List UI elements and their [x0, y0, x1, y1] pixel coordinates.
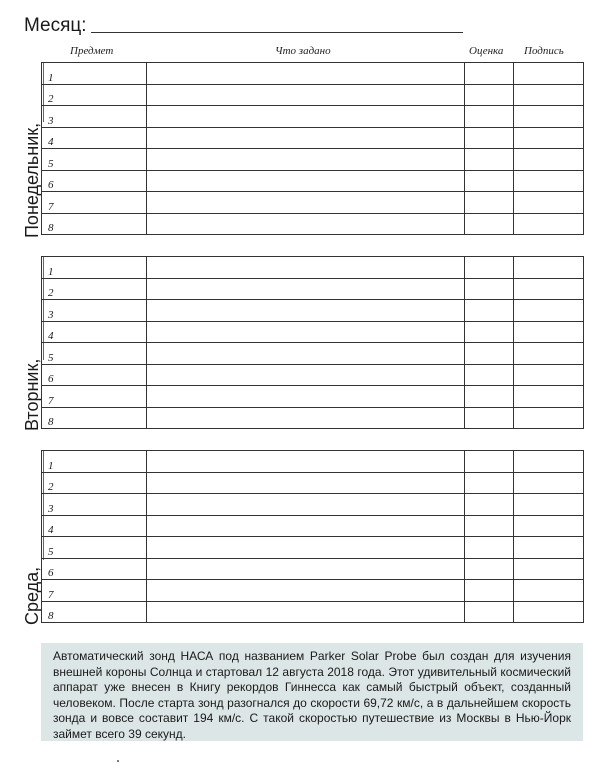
grade-cell[interactable]: [465, 149, 514, 171]
assigned-cell[interactable]: [147, 386, 465, 408]
month-label: Месяц:: [24, 15, 87, 36]
subject-cell[interactable]: [42, 127, 147, 149]
column-header-subject: Предмет: [70, 45, 114, 57]
grade-cell[interactable]: [465, 451, 514, 473]
signature-cell[interactable]: [514, 472, 584, 494]
day-name-monday: Понедельник,: [22, 122, 42, 238]
signature-cell[interactable]: [514, 127, 584, 149]
table-row: [42, 127, 584, 149]
assigned-cell[interactable]: [147, 537, 465, 559]
day-name-wednesday: Среда,: [22, 566, 42, 625]
subject-cell[interactable]: [42, 149, 147, 171]
signature-cell[interactable]: [514, 580, 584, 602]
schedule-table-tuesday: [41, 256, 584, 429]
row-number: 6: [48, 373, 54, 385]
table-row: [42, 472, 584, 494]
row-number: 4: [48, 136, 54, 148]
day-name-tuesday: Вторник,: [22, 358, 42, 431]
assigned-cell[interactable]: [147, 451, 465, 473]
signature-cell[interactable]: [514, 257, 584, 279]
table-row: [42, 149, 584, 171]
row-number: 6: [48, 567, 54, 579]
assigned-cell[interactable]: [147, 84, 465, 106]
row-number: 3: [48, 308, 54, 321]
signature-cell[interactable]: [514, 558, 584, 580]
assigned-cell[interactable]: [147, 364, 465, 386]
column-header-signature: Подпись: [524, 45, 564, 57]
table-row: [42, 364, 584, 386]
subject-cell[interactable]: [42, 213, 147, 235]
grade-cell[interactable]: [465, 364, 514, 386]
table-row: [42, 278, 584, 300]
grade-cell[interactable]: [465, 257, 514, 279]
grade-cell[interactable]: [465, 386, 514, 408]
row-number: 1: [48, 71, 54, 84]
subject-cell[interactable]: [42, 364, 147, 386]
grade-cell[interactable]: [465, 407, 514, 429]
signature-cell[interactable]: [514, 278, 584, 300]
row-number: 7: [48, 200, 54, 213]
table-row: [42, 515, 584, 537]
subject-cell[interactable]: [42, 343, 147, 365]
assigned-cell[interactable]: [147, 170, 465, 192]
subject-cell[interactable]: [42, 192, 147, 214]
row-number: 1: [48, 459, 54, 472]
grade-cell[interactable]: [465, 192, 514, 214]
row-number: 3: [48, 502, 54, 515]
signature-cell[interactable]: [514, 106, 584, 128]
subject-cell[interactable]: [42, 558, 147, 580]
assigned-cell[interactable]: [147, 127, 465, 149]
row-number: 7: [48, 394, 54, 407]
signature-cell[interactable]: [514, 601, 584, 623]
subject-cell[interactable]: [42, 494, 147, 516]
subject-cell[interactable]: [42, 63, 147, 85]
assigned-cell[interactable]: [147, 472, 465, 494]
table-row: [42, 558, 584, 580]
signature-cell[interactable]: [514, 494, 584, 516]
assigned-cell[interactable]: [147, 343, 465, 365]
table-row: [42, 257, 584, 279]
grade-cell[interactable]: [465, 558, 514, 580]
subject-cell[interactable]: [42, 472, 147, 494]
signature-cell[interactable]: [514, 170, 584, 192]
grade-cell[interactable]: [465, 127, 514, 149]
subject-cell[interactable]: [42, 386, 147, 408]
grade-cell[interactable]: [465, 601, 514, 623]
schedule-table-wednesday: [41, 450, 584, 623]
column-header-grade: Оценка: [469, 45, 504, 57]
row-number: 6: [48, 179, 54, 191]
row-number: 1: [48, 265, 54, 278]
grade-cell[interactable]: [465, 343, 514, 365]
grade-cell[interactable]: [465, 106, 514, 128]
grade-cell[interactable]: [465, 580, 514, 602]
grade-cell[interactable]: [465, 472, 514, 494]
assigned-cell[interactable]: [147, 63, 465, 85]
row-number: 8: [48, 610, 54, 622]
subject-cell[interactable]: [42, 106, 147, 128]
assigned-cell[interactable]: [147, 494, 465, 516]
grade-cell[interactable]: [465, 63, 514, 85]
subject-cell[interactable]: [42, 170, 147, 192]
signature-cell[interactable]: [514, 515, 584, 537]
table-row: [42, 451, 584, 473]
subject-cell[interactable]: [42, 580, 147, 602]
signature-cell[interactable]: [514, 300, 584, 322]
row-number: 2: [48, 93, 54, 105]
table-row: [42, 343, 584, 365]
assigned-cell[interactable]: [147, 407, 465, 429]
signature-cell[interactable]: [514, 364, 584, 386]
table-row: [42, 537, 584, 559]
signature-cell[interactable]: [514, 84, 584, 106]
signature-cell[interactable]: [514, 192, 584, 214]
schedule-table-monday: [41, 62, 584, 235]
assigned-cell[interactable]: [147, 192, 465, 214]
grade-cell[interactable]: [465, 84, 514, 106]
scan-speck: [117, 760, 119, 762]
signature-cell[interactable]: [514, 149, 584, 171]
table-row: [42, 170, 584, 192]
row-number: 5: [48, 157, 54, 170]
row-number: 2: [48, 481, 54, 493]
table-row: [42, 494, 584, 516]
signature-cell[interactable]: [514, 343, 584, 365]
assigned-cell[interactable]: [147, 149, 465, 171]
row-number: 4: [48, 330, 54, 342]
month-input-line[interactable]: [91, 32, 463, 33]
grade-cell[interactable]: [465, 300, 514, 322]
signature-cell[interactable]: [514, 63, 584, 85]
row-number: 3: [48, 114, 54, 127]
table-row: [42, 601, 584, 623]
row-number: 7: [48, 588, 54, 601]
table-row: [42, 300, 584, 322]
subject-cell[interactable]: [42, 537, 147, 559]
subject-cell[interactable]: [42, 321, 147, 343]
signature-cell[interactable]: [514, 386, 584, 408]
subject-cell[interactable]: [42, 84, 147, 106]
table-row: [42, 192, 584, 214]
row-number: 5: [48, 351, 54, 364]
signature-cell[interactable]: [514, 213, 584, 235]
subject-cell[interactable]: [42, 278, 147, 300]
assigned-cell[interactable]: [147, 321, 465, 343]
row-number: 5: [48, 545, 54, 558]
table-row: [42, 580, 584, 602]
assigned-cell[interactable]: [147, 558, 465, 580]
signature-cell[interactable]: [514, 321, 584, 343]
assigned-cell[interactable]: [147, 213, 465, 235]
grade-cell[interactable]: [465, 537, 514, 559]
row-number: 8: [48, 416, 54, 428]
column-header-assigned: Что задано: [275, 45, 331, 57]
table-row: [42, 407, 584, 429]
subject-cell[interactable]: [42, 300, 147, 322]
table-row: [42, 106, 584, 128]
subject-cell[interactable]: [42, 601, 147, 623]
subject-cell[interactable]: [42, 515, 147, 537]
row-number: 4: [48, 524, 54, 536]
table-row: [42, 321, 584, 343]
assigned-cell[interactable]: [147, 601, 465, 623]
grade-cell[interactable]: [465, 515, 514, 537]
table-row: [42, 386, 584, 408]
table-row: [42, 63, 584, 85]
row-number: 8: [48, 222, 54, 234]
info-box: Автоматический зонд НАСА под названием Parker Solar Probe был создан для изучения внешней короны Солнца и стартовал 12 августа 2018 года. Этот удивительный космический аппарат уже внесен в Книгу рекордов Гиннесса как самый быстрый объект, созданный человеком. После старта зонд разогнался до скорости 69,72 км/с, а в дальнейшем скорость зонда и вовсе составит 194 км/с. С такой скоростью путешествие из Москвы в Нью-Йорк займет всего 39 секунд.: [41, 643, 583, 741]
subject-cell[interactable]: [42, 451, 147, 473]
grade-cell[interactable]: [465, 494, 514, 516]
signature-cell[interactable]: [514, 407, 584, 429]
grade-cell[interactable]: [465, 170, 514, 192]
subject-cell[interactable]: [42, 407, 147, 429]
assigned-cell[interactable]: [147, 257, 465, 279]
assigned-cell[interactable]: [147, 300, 465, 322]
signature-cell[interactable]: [514, 451, 584, 473]
grade-cell[interactable]: [465, 278, 514, 300]
subject-cell[interactable]: [42, 257, 147, 279]
signature-cell[interactable]: [514, 537, 584, 559]
grade-cell[interactable]: [465, 213, 514, 235]
assigned-cell[interactable]: [147, 580, 465, 602]
grade-cell[interactable]: [465, 321, 514, 343]
row-number: 2: [48, 287, 54, 299]
table-row: [42, 84, 584, 106]
assigned-cell[interactable]: [147, 106, 465, 128]
table-row: [42, 213, 584, 235]
assigned-cell[interactable]: [147, 515, 465, 537]
assigned-cell[interactable]: [147, 278, 465, 300]
